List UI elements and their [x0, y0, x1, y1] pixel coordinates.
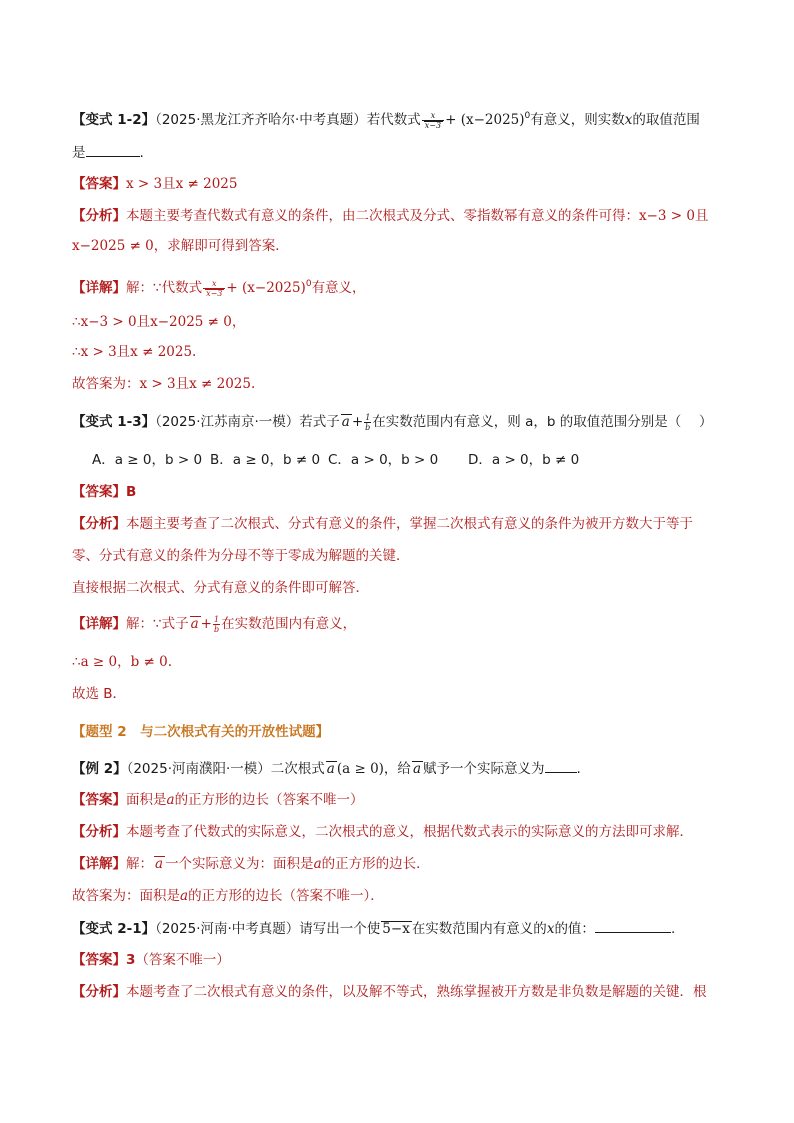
variant-1-2-answer: 【答案】x > 3且x ≠ 2025 — [72, 176, 238, 192]
answer-blank[interactable] — [86, 142, 140, 157]
variant-1-2-detail-4: 故答案为：x > 3且x ≠ 2025. — [72, 376, 256, 392]
section-heading: 【题型 2 与二次根式有关的开放性试题】 — [72, 724, 330, 740]
variant-tag: 【变式 1-2】 — [72, 112, 156, 128]
variant-1-3-analysis-2: 零、分式有意义的条件为分母不等于零成为解题的关键． — [72, 548, 410, 564]
variant-1-3-question: 【变式 1-3】（2025·江苏南京·一模）若式子 a + $\frac{1}{b}$ 在实数范围内有意义，则 a，b 的取值范围分别是（ ） — [72, 412, 713, 432]
example-2-analysis: 【分析】本题考查了代数式的实际意义，二次根式的意义，根据代数式表示的实际意义的方法即可求解． — [72, 824, 693, 840]
source: （2025·河南濮阳·一模） — [126, 761, 271, 777]
answer-blank[interactable] — [545, 758, 577, 773]
variant-1-3-detail-3: 故选 B． — [72, 686, 127, 702]
variant-1-3-analysis-3: 直接根据二次根式、分式有意义的条件即可解答． — [72, 580, 369, 596]
variant-2-1-question: 【变式 2-1】（2025·河南·中考真题）请写出一个使 5−x 在实数范围内有意义的x的值： . — [72, 918, 736, 939]
example-2-detail-2: 故答案为：面积是a的正方形的边长（答案不唯一）． — [72, 888, 384, 904]
fraction: $\frac{1}{b}$ — [213, 614, 220, 634]
fraction: $\frac{x}{x-3}$ — [422, 111, 444, 130]
variant-1-2-detail: 【详解】解：∵代数式 $\frac{x}{x-3}$ + $(x-2025)^0$有意义， — [72, 278, 366, 298]
variant-1-3-detail: 【详解】解：∵式子 a + $\frac{1}{b}$ 在实数范围内有意义， — [72, 614, 357, 634]
variant-tag: 【变式 2-1】 — [72, 921, 156, 937]
option-c[interactable]: C．a > 0，b > 0 — [328, 452, 439, 468]
example-2-answer: 【答案】面积是a的正方形的边长（答案不唯一） — [72, 792, 364, 808]
source: （2025·黑龙江齐齐哈尔·中考真题） — [155, 112, 367, 128]
variant-1-2-question-cont: 是 . — [72, 142, 736, 163]
option-d[interactable]: D．a > 0，b ≠ 0 — [468, 452, 580, 468]
answer-blank[interactable] — [595, 918, 671, 933]
variant-1-3-analysis: 【分析】本题主要考查了二次根式、分式有意义的条件，掌握二次根式有意义的条件为被开方数大于等于 — [72, 516, 693, 532]
variant-1-3-detail-2: ∴a ≥ 0，b ≠ 0. — [72, 654, 173, 670]
example-2-question: 【例 2】（2025·河南濮阳·一模）二次根式 a (a ≥ 0)，给 a 赋予一个实际意义为 . — [72, 758, 736, 779]
option-b[interactable]: B．a ≥ 0，b ≠ 0 — [210, 452, 321, 468]
example-2-detail: 【详解】解： a 一个实际意义为：面积是a的正方形的边长． — [72, 856, 430, 872]
source: （2025·江苏南京·一模） — [155, 414, 300, 430]
fraction: $\frac{1}{b}$ — [365, 412, 371, 432]
variant-1-2-detail-3: ∴x > 3且x ≠ 2025. — [72, 344, 197, 360]
variant-2-1-analysis: 【分析】本题考查了二次根式有意义的条件，以及解不等式，熟练掌握被开方数是非负数是解题的关键．根 — [72, 984, 707, 1000]
source: （2025·河南·中考真题） — [155, 921, 300, 937]
variant-1-3-answer: 【答案】B — [72, 484, 137, 500]
variant-1-2-question: 【变式 1-2】（2025·黑龙江齐齐哈尔·中考真题）若代数式 $\frac{x}{x-3}$ + $(x-2025)^0$有意义，则实数x的取值范围 — [72, 110, 700, 130]
variant-1-2-analysis: 【分析】本题主要考查代数式有意义的条件，由二次根式及分式、零指数幂有意义的条件可得：x−3 > 0且 — [72, 208, 709, 224]
example-tag: 【例 2】 — [72, 761, 127, 777]
variant-1-2-analysis-cont: x−2025 ≠ 0，求解即可得到答案． — [72, 238, 289, 254]
fraction: $\frac{x}{x-3}$ — [203, 279, 225, 298]
variant-1-3-options — [92, 450, 736, 470]
variant-1-2-detail-2: ∴x−3 > 0且x−2025 ≠ 0， — [72, 314, 246, 330]
variant-2-1-answer: 【答案】3（答案不唯一） — [72, 952, 230, 968]
variant-tag: 【变式 1-3】 — [72, 414, 156, 430]
option-a[interactable]: A．a ≥ 0，b > 0 — [92, 452, 203, 468]
